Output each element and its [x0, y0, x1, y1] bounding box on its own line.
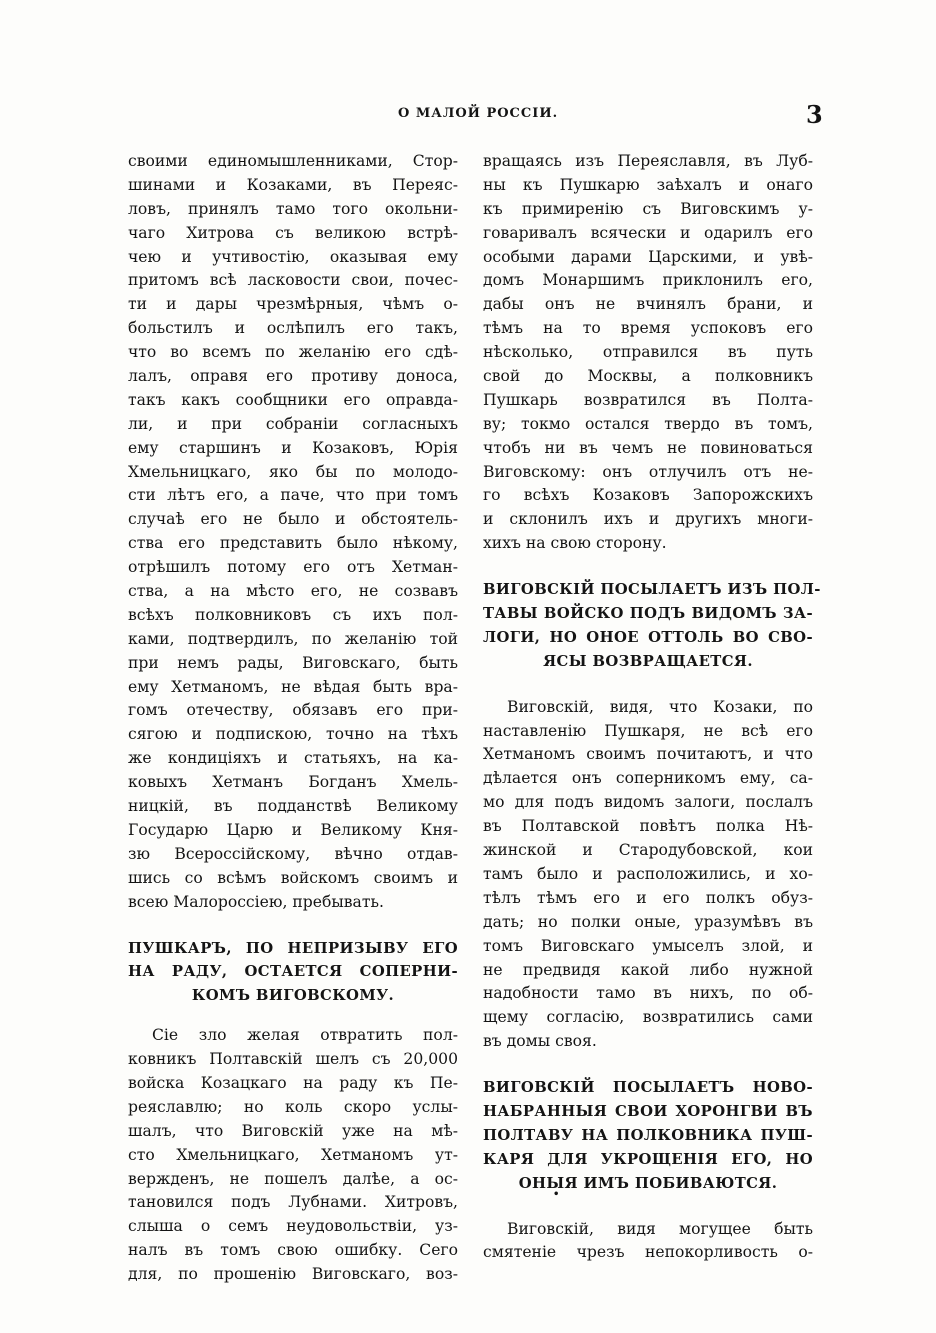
text-line: свой до Москвы, а полковникъ: [483, 367, 813, 386]
text-line: Хмельницкаго, яко бы по молодо-: [128, 462, 458, 481]
heading-line: ПУШКАРЪ, ПО НЕПРИЗЫВУ ЕГО: [128, 939, 458, 957]
text-line: тамъ было и расположились, и хо-: [483, 864, 813, 883]
text-line: Виговскій, видя могущее быть: [507, 1219, 813, 1238]
text-line: ства, а на мѣсто его, не созвавъ: [128, 582, 458, 601]
text-line: въ домы своя.: [483, 1032, 597, 1051]
right-paragraph-1: [483, 150, 813, 556]
heading-line: ТАВЫ ВОЙСКО ПОДЪ ВИДОМЪ ЗА-: [483, 605, 813, 623]
heading-line: ВИГОВСКІЙ ПОСЫЛАЕТЪ НОВО-: [483, 1079, 813, 1097]
running-head: [0, 100, 936, 130]
text-line: наставленію Пушкаря, не всѣ его: [483, 721, 813, 740]
right-column: [483, 150, 821, 1265]
text-line: чтобъ ни въ чемъ не повиноваться: [483, 438, 813, 457]
page-number: 3: [806, 100, 823, 129]
text-line: ны къ Пушкарю заѣхалъ и онаго: [483, 175, 813, 194]
text-line: ему Хетманомъ, не вѣдая быть вра-: [128, 677, 458, 696]
text-line: тѣлъ тѣмъ его и его полкъ обуз-: [483, 888, 813, 907]
heading-line: ПОЛТАВУ НА ПОЛКОВНИКА ПУШ-: [483, 1126, 813, 1144]
text-line: ему старшинъ и Козаковъ, Юрія: [128, 438, 458, 457]
text-line: нѣсколько, отправился въ путь: [483, 343, 813, 362]
text-line: своими единомышленниками, Стор-: [128, 152, 458, 170]
text-line: Государю Царю и Великому Кня-: [128, 820, 458, 839]
text-line: шись со всѣмъ войскомъ своимъ и: [128, 868, 458, 887]
text-line: сягою и подпискою, точно на тѣхъ: [128, 725, 458, 744]
left-paragraph-2: [128, 1024, 458, 1287]
text-line: въ Полтавской повѣтъ полка Нѣ-: [483, 817, 813, 836]
text-line: не предвидя какой либо нужной: [483, 960, 813, 979]
text-line: налъ въ томъ свою ошибку. Сего: [128, 1241, 458, 1260]
text-line: ковыхъ Хетманъ Богданъ Хмель-: [128, 773, 458, 792]
text-line: реяславлю; но коль скоро услы-: [128, 1097, 458, 1116]
right-paragraph-2: [483, 696, 813, 1054]
text-line: чею и учтивостію, оказывая ему: [128, 247, 458, 266]
text-line: ковникъ Полтавскій шелъ съ 20,000: [128, 1050, 458, 1069]
text-line: вращаясь изъ Переяславля, въ Луб-: [483, 152, 813, 170]
text-line: ства его представить было нѣкому,: [128, 534, 458, 553]
text-line: отрѣшилъ потому его отъ Хетман-: [128, 558, 458, 577]
text-line: щему согласію, возвратились сами: [483, 1008, 813, 1027]
text-line: сти лѣтъ его, а паче, что при томъ: [128, 486, 458, 505]
right-paragraph-3: [483, 1218, 813, 1266]
text-line: такъ какъ сообщники его оправда-: [128, 390, 458, 409]
text-line: Виговскому: онъ отлучилъ отъ не-: [483, 462, 813, 481]
text-line: всею Малороссіею, пребывать.: [128, 892, 384, 911]
text-line: шалъ, что Виговскій уже на мѣ-: [128, 1121, 458, 1140]
text-line: Виговскій, видя, что Козаки, по: [507, 697, 813, 716]
left-paragraph-1: [128, 150, 458, 915]
text-line: ли, и при собраніи согласныхъ: [128, 414, 458, 433]
text-line: и склонилъ ихъ и другихъ многи-: [483, 510, 813, 529]
text-line: тановился подъ Лубнами. Хитровъ,: [128, 1193, 458, 1212]
text-line: при немъ рады, Виговскаго, быть: [128, 653, 458, 672]
text-line: мо для подъ видомъ залоги, послалъ: [483, 793, 813, 812]
text-line: ву; токмо остался твердо въ томъ,: [483, 414, 813, 433]
running-title: О МАЛОЙ РОССІИ.: [398, 106, 559, 121]
text-line: же кондиціяхъ и статьяхъ, на ка-: [128, 749, 458, 768]
text-line: сто Хмельницкаго, Хетманомъ ут-: [128, 1145, 458, 1164]
text-line: случаѣ его не было и обстоятель-: [128, 510, 458, 529]
text-line: го всѣхъ Козаковъ Запорожскихъ: [483, 486, 813, 505]
text-line: слыша о семъ неудовольствіи, уз-: [128, 1217, 458, 1236]
text-line: зю Всероссійскому, вѣчно отдав-: [128, 844, 458, 863]
text-line: всѣхъ полковниковъ съ ихъ пол-: [128, 605, 458, 624]
left-column: [128, 150, 458, 1287]
text-line: больстилъ и ослѣпилъ его такъ,: [128, 319, 458, 338]
heading-line: ВИГОВСКІЙ ПОСЫЛАЕТЪ ИЗЪ ПОЛ-: [483, 581, 821, 599]
ornament-dot: •: [553, 1189, 560, 1200]
text-line: ти и дары чрезмѣрныя, чѣмъ о-: [128, 295, 458, 314]
text-line: шинами и Козаками, въ Переяс-: [128, 175, 458, 194]
text-line: для, по прошенію Виговскаго, воз-: [128, 1265, 458, 1284]
text-line: ловъ, принялъ тамо того окольни-: [128, 199, 458, 218]
right-section-heading-2: [483, 1076, 813, 1195]
text-line: смятеніе чрезъ непокорливость о-: [483, 1243, 813, 1262]
text-line: надобности тамо въ нихъ, по об-: [483, 984, 813, 1003]
text-line: жинской и Стародубовской, кои: [483, 841, 813, 860]
text-line: говаривалъ всячески и одарилъ его: [483, 223, 813, 242]
text-line: къ примиренію съ Виговскимъ у-: [483, 199, 813, 218]
text-line: дать; но полки оные, уразумѣвъ въ: [483, 912, 813, 931]
heading-line: ЯСЫ ВОЗВРАЩАЕТСЯ.: [543, 652, 753, 670]
text-line: особыми дарами Царскими, и увѣ-: [483, 247, 813, 266]
text-line: ницкій, въ подданствѣ Великому: [128, 797, 458, 816]
heading-line: НАБРАННЫЯ СВОИ ХОРОНГВИ ВЪ: [483, 1102, 813, 1120]
text-line: чаго Хитрова съ великою встрѣ-: [128, 223, 458, 242]
text-line: домъ Монаршимъ приклонилъ его,: [483, 271, 813, 290]
text-line: Пушкарь возвратился въ Полта-: [483, 390, 813, 409]
heading-line: НА РАДУ, ОСТАЕТСЯ СОПЕРНИ-: [128, 963, 458, 981]
text-line: лалъ, оправя его противу доноса,: [128, 367, 458, 386]
heading-line: ОНЫЯ ИМЪ ПОБИВАЮТСЯ.: [518, 1174, 778, 1192]
text-line: ками, подтвердилъ, по желанію той: [128, 629, 458, 648]
text-line: хихъ на свою сторону.: [483, 534, 667, 553]
text-line: дѣлается онъ соперникомъ ему, са-: [483, 769, 813, 788]
right-section-heading-1: [483, 578, 821, 674]
left-section-heading-1: [128, 937, 458, 1009]
text-line: Хетманомъ своимъ почитаютъ, и что: [483, 745, 813, 764]
text-line: вержденъ, не пошелъ далѣе, а ос-: [128, 1169, 458, 1188]
text-line: что во всемъ по желанію его сдѣ-: [128, 343, 458, 362]
heading-line: КАРЯ ДЛЯ УКРОЩЕНІЯ ЕГО, НО: [483, 1150, 813, 1168]
text-line: притомъ всѣ ласковости свои, почес-: [128, 271, 458, 290]
text-line: томъ Виговскаго умыселъ злой, и: [483, 936, 813, 955]
heading-line: ЛОГИ, НО ОНОЕ ОТТОЛЬ ВО СВО-: [483, 628, 813, 646]
text-line: дабы онъ не вчинялъ брани, и: [483, 295, 813, 314]
text-line: войска Козацкаго на раду къ Пе-: [128, 1073, 458, 1092]
text-line: гомъ отечеству, обязавъ его при-: [128, 701, 458, 720]
text-line: Сіе зло желая отвратить пол-: [152, 1026, 458, 1045]
text-line: тѣмъ на то время успоковъ его: [483, 319, 813, 338]
heading-line: КОМЪ ВИГОВСКОМУ.: [191, 987, 395, 1005]
